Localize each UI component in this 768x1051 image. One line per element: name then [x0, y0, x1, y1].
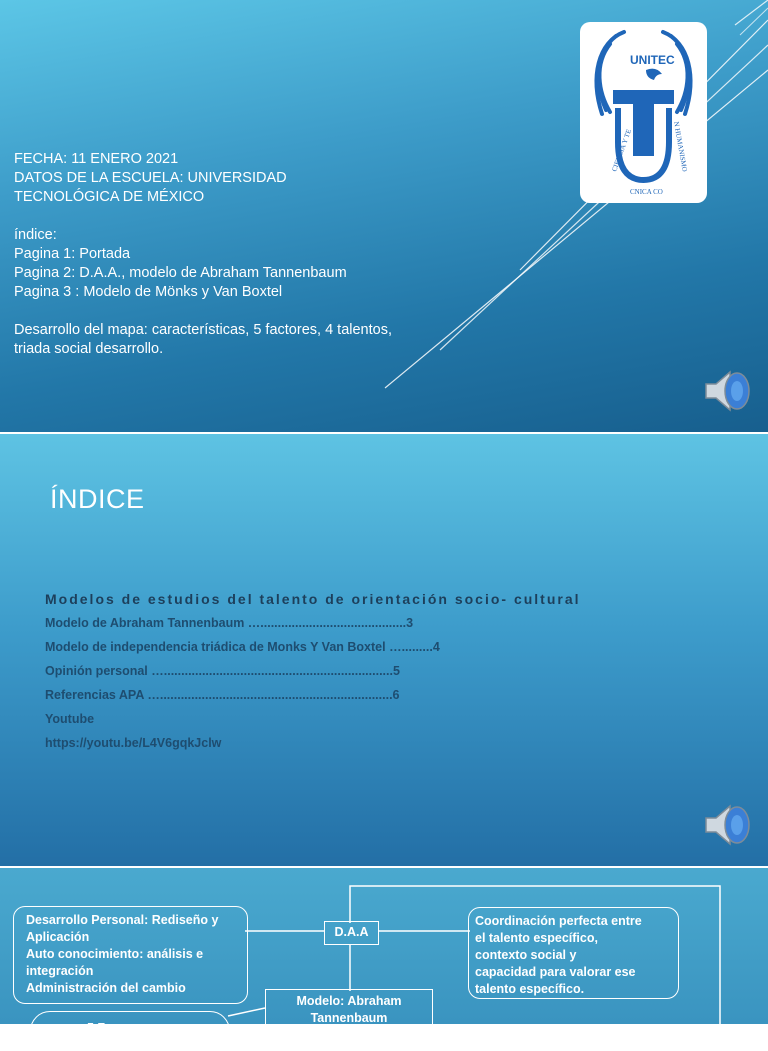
fecha-text: FECHA: 11 ENERO 2021	[14, 151, 179, 167]
center-line-1: Modelo: Abraham	[296, 994, 402, 1008]
toc-item-4: Referencias APA …...................................................................6	[45, 688, 400, 702]
toc-item-1: Modelo de Abraham Tannenbaum …..........................................3	[45, 616, 414, 630]
toc-item-youtube: Youtube	[45, 712, 95, 726]
speaker-icon[interactable]	[702, 800, 754, 855]
svg-text:N HUMANISMO: N HUMANISMO	[672, 120, 689, 173]
page-item-1: Pagina 1: Portada	[14, 246, 131, 262]
box-bottom-text: 5 Fa	[87, 1021, 113, 1035]
svg-text:CIENCIA Y TE: CIENCIA Y TE	[610, 128, 634, 173]
cover-info	[14, 150, 494, 359]
page-item-3: Pagina 3 : Modelo de Mönks y Van Boxtel	[14, 284, 283, 300]
box-right-line-2: el talento específico,	[475, 931, 598, 945]
box-right-line-1: Coordinación perfecta entre	[475, 914, 642, 928]
box-5-factores	[30, 1011, 230, 1051]
slide-index	[0, 434, 768, 866]
box-left-line-2: Aplicación	[26, 930, 90, 944]
box-left-line-1: Desarrollo Personal: Rediseño y	[26, 913, 219, 927]
toc-item-3: Opinión personal …..................................................................5	[45, 664, 400, 678]
unitec-logo	[580, 22, 707, 203]
toc-list	[45, 616, 440, 760]
box-right-line-4: capacidad para valorar ese	[475, 965, 636, 979]
svg-text:CNICA CO: CNICA CO	[630, 188, 663, 196]
desarrollo-text-1: Desarrollo del mapa: características, 5 factores, 4 talentos,	[14, 322, 392, 338]
box-right-line-3: contexto social y	[475, 948, 577, 962]
escuela-text-2: TECNOLÓGICA DE MÉXICO	[14, 189, 205, 205]
center-line-2: Tannenbaum	[310, 1011, 388, 1025]
box-coordinacion	[468, 907, 679, 999]
box-left-line-5: Administración del cambio	[26, 981, 186, 995]
box-desarrollo-personal	[13, 906, 248, 1004]
svg-text:UNITEC: UNITEC	[630, 53, 675, 67]
center-model-box	[265, 989, 433, 1029]
escuela-text-1: DATOS DE LA ESCUELA: UNIVERSIDAD	[14, 170, 287, 186]
slide-map	[0, 868, 768, 1035]
box-left-line-4: integración	[26, 964, 94, 978]
page-item-2: Pagina 2: D.A.A., modelo de Abraham Tannenbaum	[14, 265, 347, 281]
indice-label: índice:	[14, 227, 57, 243]
speaker-icon[interactable]	[702, 366, 754, 421]
desarrollo-text-2: triada social desarrollo.	[14, 341, 164, 357]
index-subtitle: Modelos de estudios del talento de orientación socio- cultural	[45, 591, 581, 607]
daa-label: D.A.A	[324, 921, 379, 945]
youtube-link[interactable]: https://youtu.be/L4V6gqkJclw	[45, 736, 222, 750]
box-left-line-3: Auto conocimiento: análisis e	[26, 947, 204, 961]
index-title: ÍNDICE	[50, 484, 145, 514]
slide-cover	[0, 0, 768, 432]
toc-item-2: Modelo de independencia triádica de Monks Y Van Boxtel ….........4	[45, 640, 440, 654]
box-right-line-5: talento específico.	[475, 982, 585, 996]
